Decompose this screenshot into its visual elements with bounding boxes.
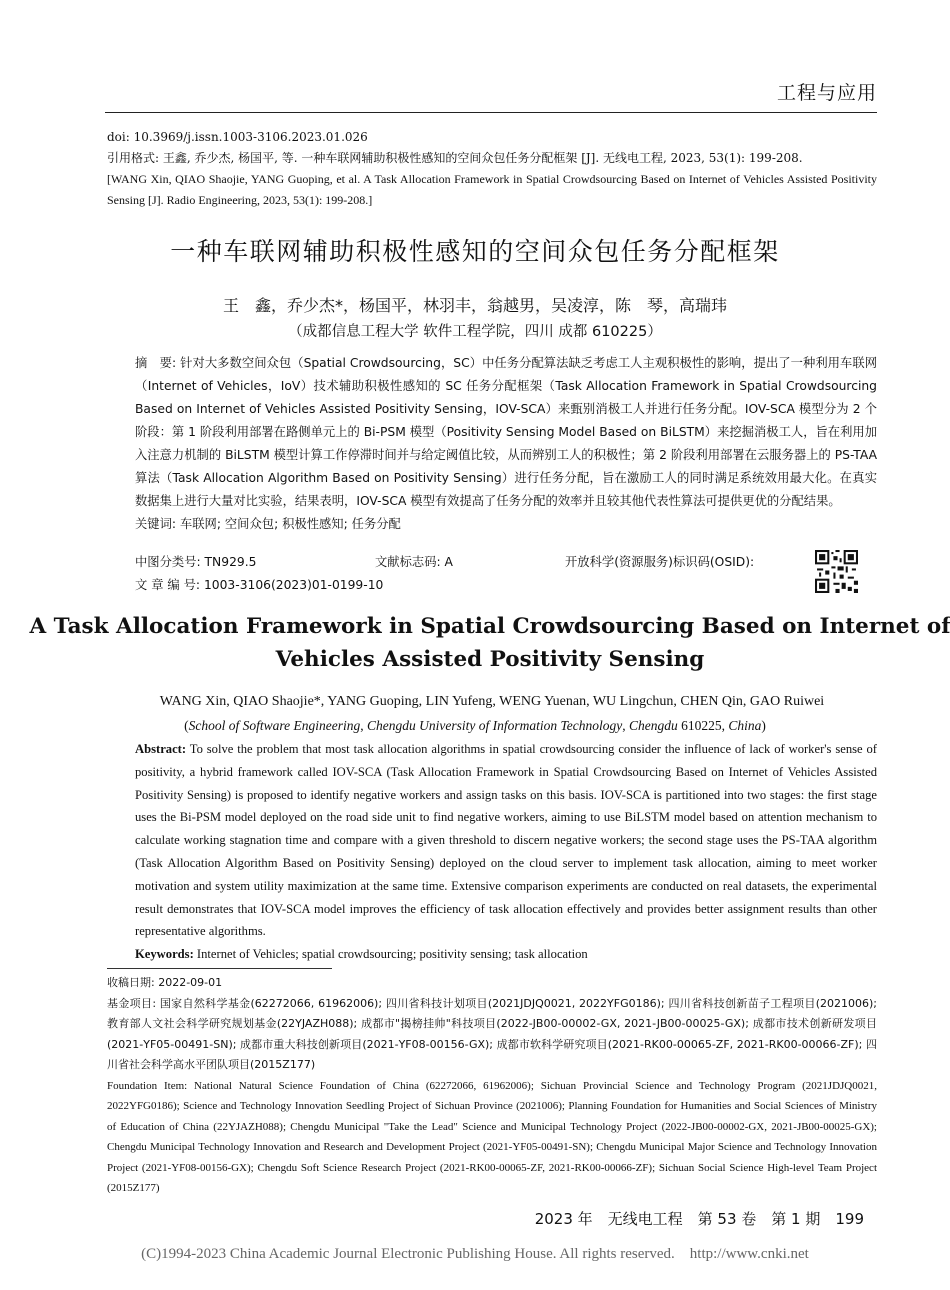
clc-number: 中图分类号: TN929.5	[135, 555, 257, 569]
keywords-en-label: Keywords:	[135, 947, 194, 962]
funding-en: Foundation Item: National Natural Science Foundation of China (62272066, 61962006); Sichuan Provincial Science and Technology Program (2021JDJQ0021, 2022YFG0186); Science and Technology Innovation Seedling Project of Sichuan Province (2021006); Planning Foundation for Humanities and Social Sciences of Ministry of Education of China (22YJAZH088); Chengdu Municipal "Take the Lead" Science and Municipal Technology Project (2022-JB00-00002-GX, 2021-JB00-00025-GX); Chengdu Municipal Technology Innovation and Research and Development Project (2021-YF05-00491-SN); Chengdu Municipal Major Science and Technology Innovation Project (2021-YF08-00156-GX); Chengdu Soft Science Research Project (2021-RK00-00065-ZF, 2021-RK00-00066-ZF); Sichuan Social Science High-level Team Project (2015Z177)	[107, 1079, 877, 1194]
abstract-en-text: To solve the problem that most task allocation algorithms in spatial crowdsourcing consider the influence of lack of worker's sense of positivity, a hybrid framework called IOV-SCA (Task Allocation Framework in Spatial Crowdsourcing Based on Internet of Vehicles Assisted Positivity Sensing) is proposed to identify negative workers and assign tasks on this basis. IOV-SCA is partitioned into two stages: the first stage uses the Bi-PSM model deployed on the road side unit to find negative workers, aiming to use BiLSTM model based on attention mechanism to calculate working stagnation time and compare with a given threshold to discern negative workers; the second stage uses the PS-TAA algorithm (Task Allocation Algorithm Based on Positivity Sensing) deployed on the cloud server to implement task allocation, aiming to meet worker motivation and system utility maximization at the same time. Extensive comparison experiments are conducted on real datasets, the experimental result demonstrates that IOV-SCA model improves the efficiency of task allocation effectively and provides better assignment results than other representative algorithms.	[135, 742, 878, 939]
osid-label: 开放科学(资源服务)标识码(OSID):	[565, 555, 755, 569]
section-tag: 工程与应用	[776, 82, 877, 104]
affiliation-cn: （成都信息工程大学 软件工程学院，四川 成都 610225）	[288, 324, 662, 340]
abstract-en-label: Abstract:	[135, 742, 187, 756]
title-cn: 一种车联网辅助积极性感知的空间众包任务分配框架	[170, 237, 780, 266]
affil-country: China	[728, 718, 762, 733]
affil-univ: Chengdu University of Information Technology	[366, 718, 623, 733]
citation-en: [WANG Xin, QIAO Shaojie, YANG Guoping, et al. A Task Allocation Framework in Spatial Crowdsourcing Based on Internet of Vehicles Assisted Positivity Sensing [J]. Radio Engineering, 2023, 53(1): 199-208.]	[107, 172, 877, 207]
authors-cn: 王 鑫，乔少杰*，杨国平，林羽丰，翁越男，吴凌淳，陈 琴，高瑞玮	[222, 296, 727, 315]
journal-footer: 2023 年 无线电工程 第 53 卷 第 1 期 199	[534, 1210, 864, 1228]
affil-zip: 610225	[681, 718, 722, 733]
abstract-cn-text: 针对大多数空间众包（Spatial Crowdsourcing，SC）中任务分配算法缺乏考虑工人主观积极性的影响，提出了一种利用车联网（Internet of Vehicles，IoV）技术辅助积极性感知的 SC 任务分配框架（Task Allocation Framework in Spatial Crowdsourcing Based on Internet of Vehicles Assisted Positivity Sensing，IOV-SCA）来甄别消极工人并进行任务分配。IOV-SCA 模型分为 2 个阶段：第 1 阶段利用部署在路侧单元上的 Bi-PSM 模型（Positivity Sensing Model Based on BiLSTM）来挖掘消极工人，旨在利用加入注意力机制的 BiLSTM 模型计算工作停滞时间并与给定阈值比较，从而辨别工人的积极性；第 2 阶段利用部署在云服务器上的 PS-TAA 算法（Task Allocation Algorithm Based on Positivity Sensing）进行任务分配，旨在激励工人的同时满足系统效用最大化。在真实数据集上进行大量对比实验，结果表明，IOV-SCA 模型有效提高了任务分配的效率并且较其他代表性算法可提供更优的分配结果。	[135, 356, 877, 508]
doi[interactable]: doi: 10.3969/j.issn.1003-3106.2023.01.026	[107, 130, 368, 144]
funding-cn: 基金项目: 国家自然科学基金(62272066, 61962006); 四川省科技计划项目(2021JDJQ0021, 2022YFG0186); 四川省科技创新苗子工程项目(2021006); 教育部人文社会科学研究规划基金(22YJAZH088); 成都市"揭榜挂帅"科技项目(2022-JB00-00002-GX, 2021-JB00-00025-GX); 成都市技术创新研发项目(2021-YF05-00491-SN); 成都市重大科技创新项目(2021-YF08-00156-GX); 成都市软科学研究项目(2021-RK00-00065-ZF, 2021-RK00-00066-ZF); 四川省社会科学高水平团队项目(2015Z177)	[107, 996, 877, 1071]
received-date: 收稿日期: 2022-09-01	[107, 976, 223, 989]
article-number: 文 章 编 号: 1003-3106(2023)01-0199-10	[135, 578, 384, 592]
copyright-notice[interactable]: (C)1994-2023 China Academic Journal Electronic Publishing House. All rights reserved. http://www.cnki.net	[141, 1246, 809, 1262]
footnotes	[107, 973, 877, 1199]
abstract-en	[107, 738, 877, 966]
osid-qr-code-icon[interactable]	[815, 550, 858, 593]
citation-block	[107, 127, 877, 211]
keywords-cn: 关键词: 车联网; 空间众包; 积极性感知; 任务分配	[135, 517, 401, 531]
footnote-rule	[107, 968, 332, 969]
keywords-en-text: Internet of Vehicles; spatial crowdsourcing; positivity sensing; task allocation	[196, 947, 588, 962]
header-rule	[105, 112, 877, 113]
title-en: A Task Allocation Framework in Spatial Crowdsourcing Based on Internet of Vehicles Assisted Positivity Sensing	[29, 614, 950, 672]
citation-cn: 引用格式: 王鑫, 乔少杰, 杨国平, 等. 一种车联网辅助积极性感知的空间众包任务分配框架 [J]. 无线电工程, 2023, 53(1): 199-208.	[107, 151, 803, 165]
affiliation-en: (School of Software Engineering, Chengdu University of Information Technology, Chengdu 610225, China)	[184, 718, 766, 733]
document-code: 文献标志码: A	[375, 555, 453, 569]
authors-en: WANG Xin, QIAO Shaojie*, YANG Guoping, LIN Yufeng, WENG Yuenan, WU Lingchun, CHEN Qin, GAO Ruiwei	[159, 694, 825, 709]
affil-school: School of Software Engineering	[188, 718, 361, 733]
abstract-cn-label: 摘 要:	[135, 356, 177, 370]
abstract-cn	[107, 352, 877, 536]
affil-city: Chengdu	[628, 718, 678, 733]
